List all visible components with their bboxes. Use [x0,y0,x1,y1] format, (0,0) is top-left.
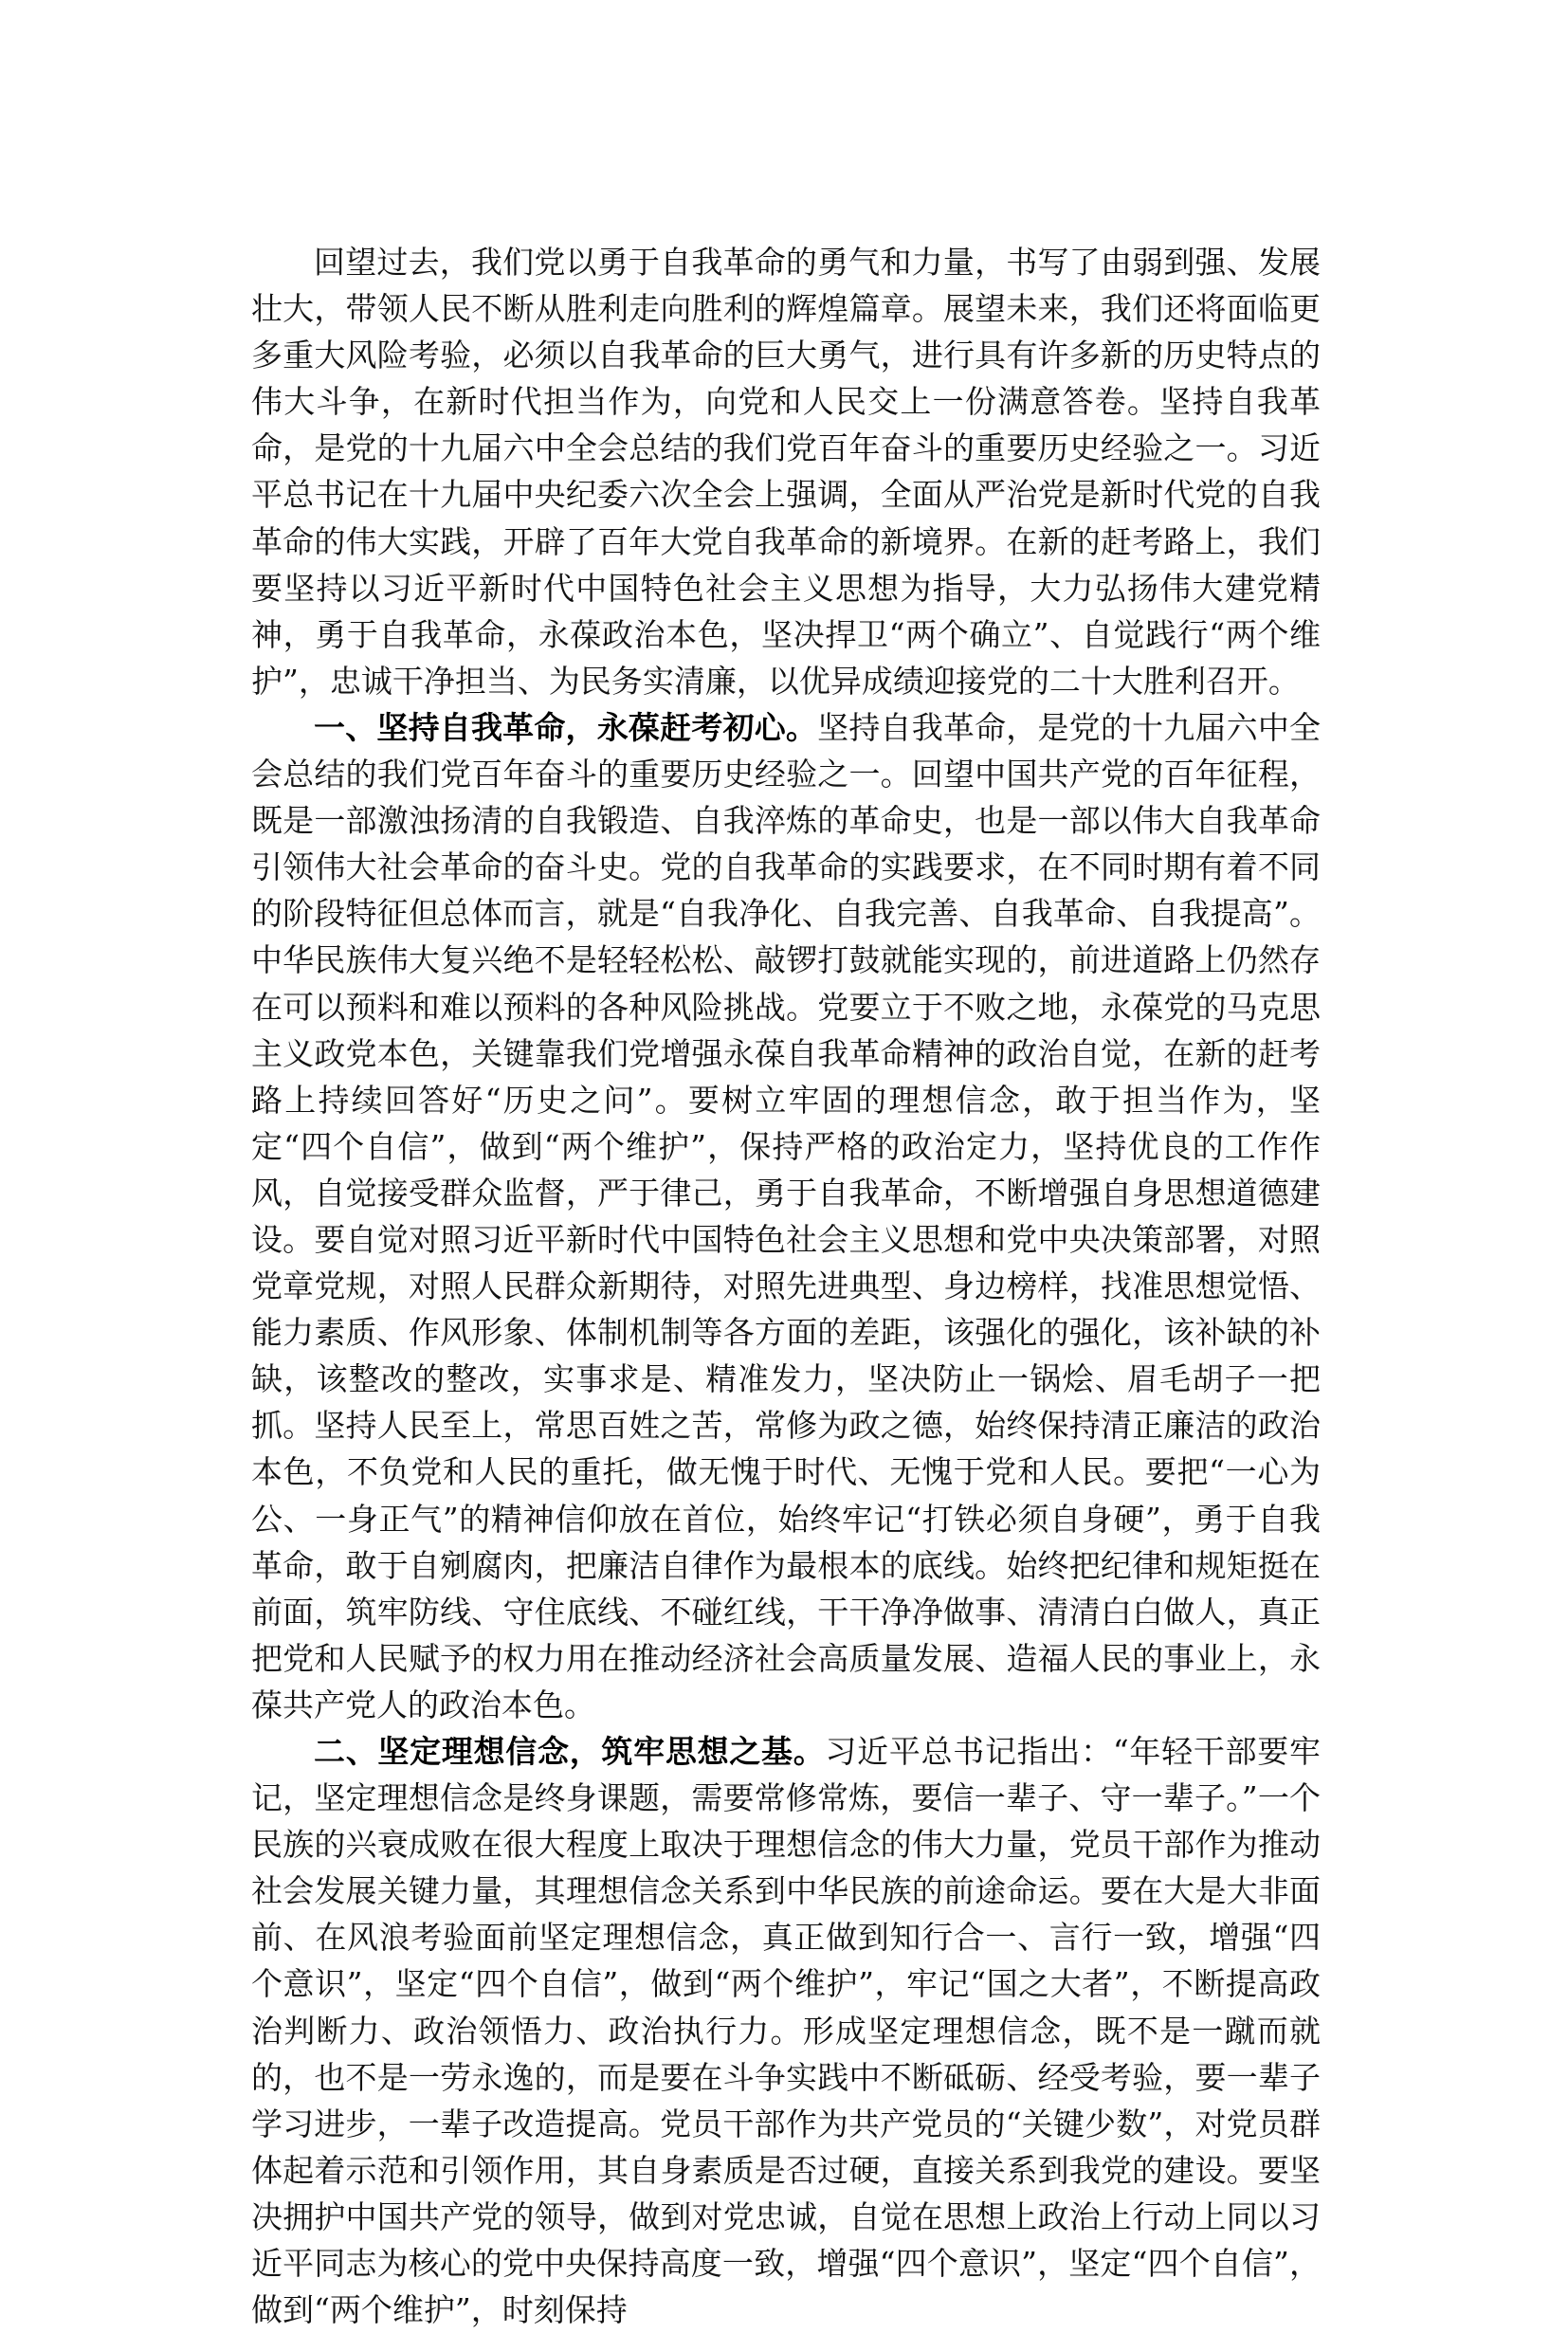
paragraph-intro [251,239,1321,704]
document-body [251,239,1321,2333]
paragraph-section-1 [251,704,1321,1728]
paragraph-text: 回望过去，我们党以勇于自我革命的勇气和力量，书写了由弱到强、发展壮大，带领人民不断从胜利走向胜利的辉煌篇章。展望未来，我们还将面临更多重大风险考验，必须以自我革命的巨大勇气，进行具有许多新的历史特点的伟大斗争，在新时代担当作为，向党和人民交上一份满意答卷。坚持自我革命，是党的十九届六中全会总结的我们党百年奋斗的重要历史经验之一。习近平总书记在十九届中央纪委六次全会上强调，全面从严治党是新时代党的自我革命的伟大实践，开辟了百年大党自我革命的新境界。在新的赶考路上，我们要坚持以习近平新时代中国特色社会主义思想为指导，大力弘扬伟大建党精神，勇于自我革命，永葆政治本色，坚决捍卫“两个确立”、自觉践行“两个维护”，忠诚干净担当、为民务实清廉，以优异成绩迎接党的二十大胜利召开。 [251,244,1321,700]
paragraph-section-2 [251,1728,1321,2333]
section-heading: 二、坚定理想信念，筑牢思想之基。 [314,1733,826,1770]
paragraph-text: 习近平总书记指出：“年轻干部要牢记，坚定理想信念是终身课题，需要常修常炼，要信一辈子、守一辈子。”一个民族的兴衰成败在很大程度上取决于理想信念的伟大力量，党员干部作为推动社会发展关键力量，其理想信念关系到中华民族的前途命运。要在大是大非面前、在风浪考验面前坚定理想信念，真正做到知行合一、言行一致，增强“四个意识”，坚定“四个自信”，做到“两个维护”，牢记“国之大者”，不断提高政治判断力、政治领悟力、政治执行力。形成坚定理想信念，既不是一蹴而就的，也不是一劳永逸的，而是要在斗争实践中不断砥砺、经受考验，要一辈子学习进步，一辈子改造提高。党员干部作为共产党员的“关键少数”，对党员群体起着示范和引领作用，其自身素质是否过硬，直接关系到我党的建设。要坚决拥护中国共产党的领导，做到对党忠诚，自觉在思想上政治上行动上同以习近平同志为核心的党中央保持高度一致，增强“四个意识”，坚定“四个自信”，做到“两个维护”，时刻保持 [251,1733,1321,2329]
paragraph-text: 坚持自我革命，是党的十九届六中全会总结的我们党百年奋斗的重要历史经验之一。回望中国共产党的百年征程，既是一部激浊扬清的自我锻造、自我淬炼的革命史，也是一部以伟大自我革命引领伟大社会革命的奋斗史。党的自我革命的实践要求，在不同时期有着不同的阶段特征但总体而言，就是“自我净化、自我完善、自我革命、自我提高”。中华民族伟大复兴绝不是轻轻松松、敲锣打鼓就能实现的，前进道路上仍然存在可以预料和难以预料的各种风险挑战。党要立于不败之地，永葆党的马克思主义政党本色，关键靠我们党增强永葆自我革命精神的政治自觉，在新的赶考路上持续回答好“历史之问”。要树立牢固的理想信念，敢于担当作为，坚定“四个自信”，做到“两个维护”，保持严格的政治定力，坚持优良的工作作风，自觉接受群众监督，严于律己，勇于自我革命，不断增强自身思想道德建设。要自觉对照习近平新时代中国特色社会主义思想和党中央决策部署，对照党章党规，对照人民群众新期待，对照先进典型、身边榜样，找准思想觉悟、能力素质、作风形象、体制机制等各方面的差距，该强化的强化，该补缺的补缺，该整改的整改，实事求是、精准发力，坚决防止一锅烩、眉毛胡子一把抓。坚持人民至上，常思百姓之苦，常修为政之德，始终保持清正廉洁的政治本色，不负党和人民的重托，做无愧于时代、无愧于党和人民。要把“一心为公、一身正气”的精神信仰放在首位，始终牢记“打铁必须自身硬”，勇于自我革命，敢于自剜腐肉，把廉洁自律作为最根本的底线。始终把纪律和规矩挺在前面，筑牢防线、守住底线、不碰红线，干干净净做事、清清白白做人，真正把党和人民赋予的权力用在推动经济社会高质量发展、造福人民的事业上，永葆共产党人的政治本色。 [251,708,1322,1723]
section-heading: 一、坚持自我革命，永葆赶考初心。 [314,708,818,746]
